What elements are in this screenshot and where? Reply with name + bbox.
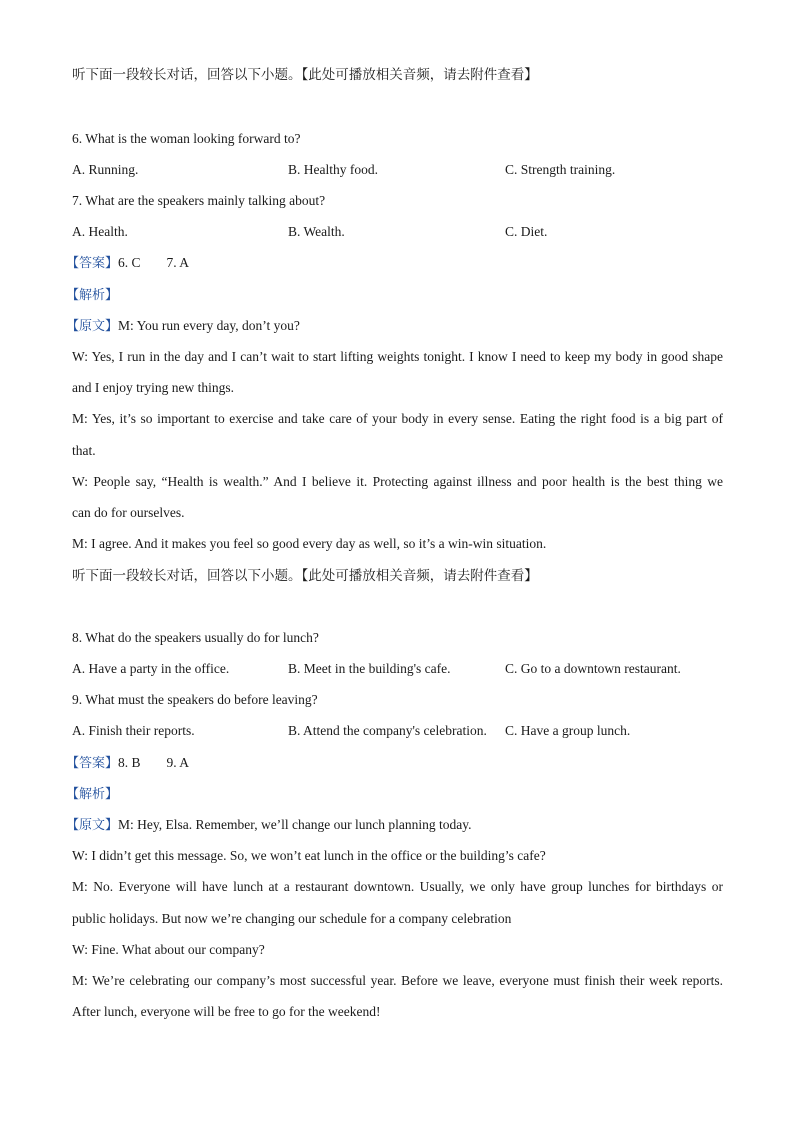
option-b: B. Wealth. <box>288 224 345 239</box>
section-header: 听下面一段较长对话，回答以下小题。【此处可播放相关音频，请去附件查看】 <box>72 67 538 83</box>
original-tag: 【原文】 <box>66 319 119 334</box>
options-q9 <box>72 722 724 740</box>
transcript-line: M: I agree. And it makes you feel so good every day as well, so it’s a win-win situation. <box>72 536 547 551</box>
question-9: 9. What must the speakers do before leaving? <box>72 692 318 707</box>
option-c: C. Have a group lunch. <box>505 723 631 738</box>
transcript-line: public holidays. But now we’re changing our schedule for a company celebration <box>72 911 512 926</box>
answer-9: 9. A <box>166 755 190 770</box>
transcript-line: that. <box>72 443 96 458</box>
options-q6 <box>72 161 724 179</box>
option-b: B. Healthy food. <box>288 162 378 177</box>
transcript-text: M: Hey, Elsa. Remember, we’ll change our lunch planning today. <box>118 817 472 832</box>
option-b: B. Meet in the building's cafe. <box>288 661 451 676</box>
transcript-line <box>66 816 472 835</box>
analysis-line <box>66 286 118 305</box>
answer-6: 6. C <box>118 255 141 270</box>
option-c: C. Diet. <box>505 224 548 239</box>
question-6: 6. What is the woman looking forward to? <box>72 131 301 146</box>
analysis-tag: 【解析】 <box>66 288 119 303</box>
transcript-line: M: We’re celebrating our company’s most successful year. Before we leave, everyone must finish their week reports. <box>72 973 723 988</box>
transcript-line: can do for ourselves. <box>72 505 185 520</box>
transcript-line: M: No. Everyone will have lunch at a restaurant downtown. Usually, we only have group lunches for birthdays or <box>72 879 723 894</box>
option-a: A. Running. <box>72 162 139 177</box>
transcript-line: W: I didn’t get this message. So, we won’t eat lunch in the office or the building’s cafe? <box>72 848 546 863</box>
transcript-line: W: People say, “Health is wealth.” And I believe it. Protecting against illness and poor health is the best thing we <box>72 474 723 489</box>
answer-8: 8. B <box>118 755 141 770</box>
transcript-line: After lunch, everyone will be free to go for the weekend! <box>72 1004 381 1019</box>
analysis-line <box>66 785 118 804</box>
question-7: 7. What are the speakers mainly talking about? <box>72 193 326 208</box>
option-b: B. Attend the company's celebration. <box>288 723 487 738</box>
option-a: A. Health. <box>72 224 128 239</box>
answer-line <box>66 754 189 773</box>
options-q7 <box>72 223 724 241</box>
original-tag: 【原文】 <box>66 818 119 833</box>
question-8: 8. What do the speakers usually do for lunch? <box>72 630 319 645</box>
transcript-line: W: Yes, I run in the day and I can’t wait to start lifting weights tonight. I know I need to keep my body in good shape <box>72 349 723 364</box>
options-q8 <box>72 660 724 678</box>
section-header: 听下面一段较长对话，回答以下小题。【此处可播放相关音频，请去附件查看】 <box>72 568 538 584</box>
option-a: A. Have a party in the office. <box>72 661 230 676</box>
answer-tag: 【答案】 <box>66 256 119 271</box>
transcript-line: and I enjoy trying new things. <box>72 380 234 395</box>
answer-7: 7. A <box>166 255 190 270</box>
option-c: C. Strength training. <box>505 162 616 177</box>
transcript-line: W: Fine. What about our company? <box>72 942 265 957</box>
option-c: C. Go to a downtown restaurant. <box>505 661 681 676</box>
transcript-line <box>66 317 300 336</box>
analysis-tag: 【解析】 <box>66 787 119 802</box>
answer-tag: 【答案】 <box>66 756 119 771</box>
transcript-line: M: Yes, it’s so important to exercise and take care of your body in every sense. Eating the right food is a big part of <box>72 411 723 426</box>
transcript-text: M: You run every day, don’t you? <box>118 318 300 333</box>
answer-line <box>66 254 189 273</box>
option-a: A. Finish their reports. <box>72 723 195 738</box>
